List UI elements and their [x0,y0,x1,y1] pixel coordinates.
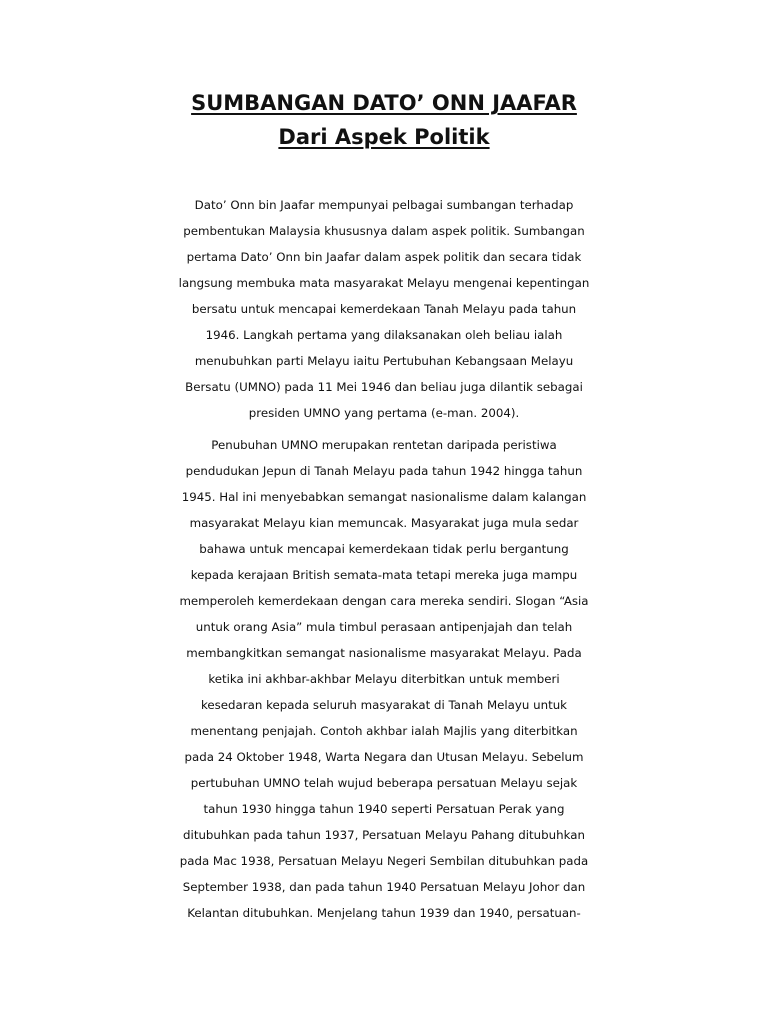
paragraph-line: Bersatu (UMNO) pada 11 Mei 1946 dan beliau juga dilantik sebagai [185,380,583,394]
paragraph-line: untuk orang Asia” mula timbul perasaan antipenjajah dan telah [195,620,573,634]
paragraph-line: tahun 1930 hingga tahun 1940 seperti Persatuan Perak yang [203,802,565,816]
paragraph-line: Penubuhan UMNO merupakan rentetan daripada peristiwa [211,438,557,452]
paragraph-line: pada 24 Oktober 1948, Warta Negara dan Utusan Melayu. Sebelum [184,750,584,764]
paragraph-line: kesedaran kepada seluruh masyarakat di Tanah Melayu untuk [200,698,567,712]
paragraph-line: pertama Dato’ Onn bin Jaafar dalam aspek politik dan secara tidak [186,250,582,264]
paragraph-line: kepada kerajaan British semata-mata tetapi mereka juga mampu [190,568,578,582]
paragraph-line: menubuhkan parti Melayu iaitu Pertubuhan Kebangsaan Melayu [194,354,574,368]
document-subtitle: Dari Aspek Politik [278,125,490,149]
paragraph-line: memperoleh kemerdekaan dengan cara mereka sendiri. Slogan “Asia [179,594,589,608]
paragraph-line: bersatu untuk mencapai kemerdekaan Tanah Melayu pada tahun [191,302,577,316]
paragraph-line: langsung membuka mata masyarakat Melayu mengenai kepentingan [178,276,590,290]
paragraph-line: 1945. Hal ini menyebabkan semangat nasionalisme dalam kalangan [181,490,587,504]
paragraph-line: presiden UMNO yang pertama (e-man. 2004). [248,406,520,420]
paragraph-line: ditubuhkan pada tahun 1937, Persatuan Melayu Pahang ditubuhkan [183,828,585,842]
paragraph-line: pembentukan Malaysia khususnya dalam aspek politik. Sumbangan [183,224,585,238]
paragraph-line: pada Mac 1938, Persatuan Melayu Negeri Sembilan ditubuhkan pada [179,854,589,868]
paragraph-line: bahawa untuk mencapai kemerdekaan tidak perlu bergantung [199,542,569,556]
paragraph-line: Kelantan ditubuhkan. Menjelang tahun 1939 dan 1940, persatuan- [187,906,581,920]
paragraph-line: membangkitkan semangat nasionalisme masyarakat Melayu. Pada [186,646,582,660]
paragraph-line: ketika ini akhbar-akhbar Melayu diterbitkan untuk memberi [208,672,560,686]
paragraph-line: menentang penjajah. Contoh akhbar ialah Majlis yang diterbitkan [190,724,578,738]
paragraph-line: pertubuhan UMNO telah wujud beberapa persatuan Melayu sejak [190,776,578,790]
document-title: SUMBANGAN DATO’ ONN JAAFAR [191,91,577,115]
paragraph-line: 1946. Langkah pertama yang dilaksanakan oleh beliau ialah [205,328,563,342]
paragraph-line: pendudukan Jepun di Tanah Melayu pada tahun 1942 hingga tahun [185,464,583,478]
paragraph-line: Dato’ Onn bin Jaafar mempunyai pelbagai sumbangan terhadap [194,198,574,212]
paragraph-line: September 1938, dan pada tahun 1940 Persatuan Melayu Johor dan [182,880,586,894]
paragraph-line: masyarakat Melayu kian memuncak. Masyarakat juga mula sedar [189,516,579,530]
